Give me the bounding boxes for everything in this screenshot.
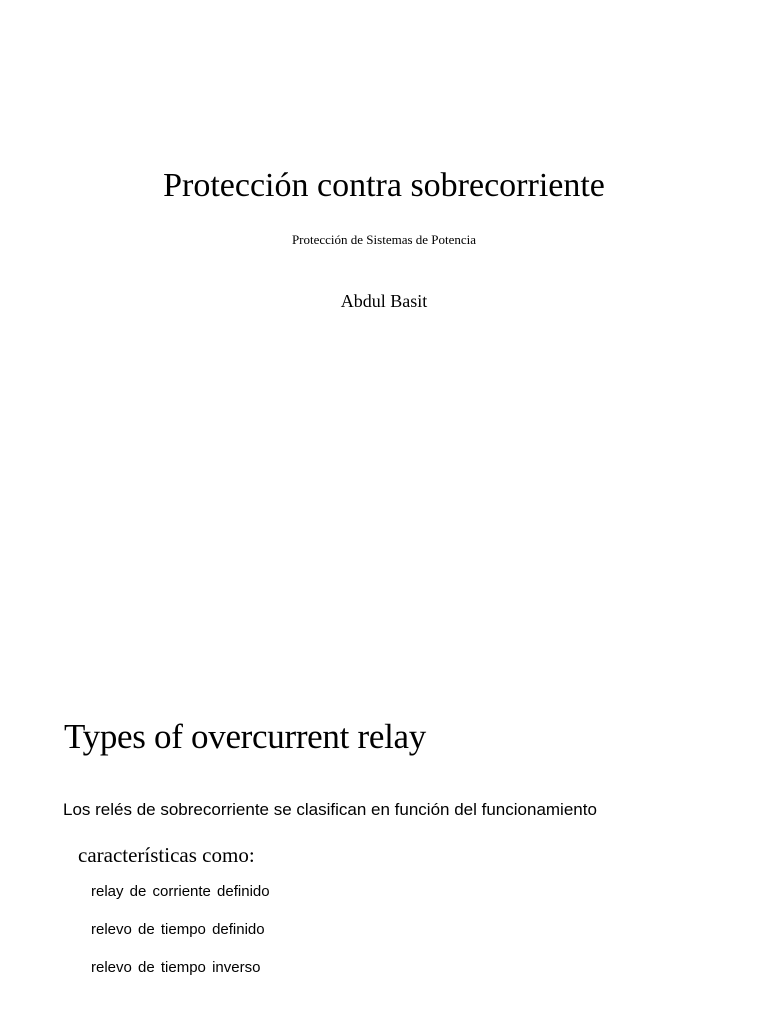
presentation-title: Protección contra sobrecorriente <box>163 167 605 204</box>
intro-text: Los relés de sobrecorriente se clasifican en función del funcionamiento <box>63 800 597 819</box>
section-heading: Types of overcurrent relay <box>64 717 426 756</box>
list-item: relay de corriente definido <box>91 883 270 900</box>
list-item: relevo de tiempo inverso <box>91 959 261 976</box>
list-item: relevo de tiempo definido <box>91 921 265 938</box>
author-name: Abdul Basit <box>340 291 428 311</box>
content-slide <box>0 660 768 1024</box>
presentation-subtitle: Protección de Sistemas de Potencia <box>291 232 477 247</box>
intro-continuation-text: características como: <box>78 843 255 867</box>
relay-types-list <box>91 880 270 994</box>
